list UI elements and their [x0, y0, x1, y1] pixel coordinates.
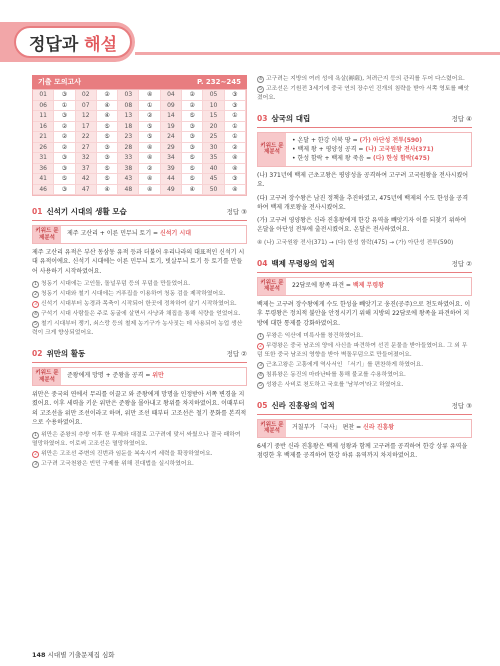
option-item — [32, 310, 247, 319]
question-title-text: 신석기 시대의 생활 모습 — [46, 207, 127, 216]
keyword-label: 키워드 문제분석 — [258, 133, 286, 166]
option-mark: 2 — [32, 451, 39, 458]
keyword-text: 준왕에게 망명 + 준왕을 공격 = — [67, 371, 153, 379]
option-text: 위만은 준왕의 추방 이후 한 무제와 대결로 고구려에 맞서 싸웠으나 결국 패하여 멸망하였어요. 이로써 고조선은 멸망하였어요. — [32, 432, 241, 448]
keyword-text: • 온달 + 한강 이북 땅 = — [292, 136, 360, 144]
question-01-title — [32, 206, 247, 221]
explanation-paragraph: (가) 고구려 영양왕은 신라 진흥왕에게 한강 유역을 빼앗기자 이를 되찾기 위하여 온달을 아단성 전투에 출전시켰어요. 온달은 전사하였어요. — [257, 217, 467, 234]
answer-question-number: 10 — [203, 101, 224, 112]
question-04-title — [257, 258, 472, 273]
keyword-box — [257, 277, 472, 296]
page-footer — [32, 650, 115, 659]
answer-question-number: 35 — [203, 153, 224, 164]
answer-question-number: 13 — [118, 111, 139, 122]
option-item — [32, 450, 247, 459]
option-mark: 3 — [32, 301, 39, 308]
answer-question-number: 02 — [76, 90, 97, 101]
answer-choice: ④ — [225, 164, 246, 175]
answer-question-number: 33 — [118, 153, 139, 164]
question-02-title — [32, 348, 247, 363]
keyword-text: 거칠부가 「국사」 편찬 = — [292, 423, 364, 431]
answer-choice: ④ — [97, 111, 118, 122]
question-02 — [32, 348, 247, 469]
book-title: 시대별 기출문제집 심화 — [47, 651, 115, 659]
answer-choice: ④ — [225, 185, 246, 196]
correct-answer-note: ④ (나) 고국원왕 전사(371) → (다) 한성 함락(475) → (가) 아단성 전투(590) — [257, 239, 454, 246]
keyword-box — [257, 132, 472, 167]
answer-choice: ⑤ — [97, 122, 118, 133]
question-number: 03 — [257, 113, 268, 123]
keyword-text: • 백제 왕 + 평양성 공격 = — [292, 145, 366, 153]
option-text: 고구려 고국천왕은 빈민 구제를 위해 진대법을 실시하였어요. — [41, 461, 194, 468]
answer-choice: ② — [182, 90, 203, 101]
option-text: 철기 시대부터 쟁기, 쇠스랑 등의 철제 농기구가 농사짓는 데 사용되어 농업 생산력이 크게 향상되었어요. — [32, 321, 243, 336]
keyword-highlight: (가) 아단성 전투(590) — [359, 136, 422, 144]
option-mark: 4 — [257, 76, 264, 83]
answer-question-number: 22 — [76, 132, 97, 143]
header-tab — [0, 22, 135, 62]
keyword-line — [292, 136, 465, 145]
answer-choice: ⑤ — [139, 122, 160, 133]
answer-question-number: 21 — [33, 132, 54, 143]
keyword-highlight: 신라 진흥왕 — [363, 423, 395, 431]
answer-question-number: 09 — [161, 101, 182, 112]
answer-question-number: 24 — [161, 132, 182, 143]
answer-choice: ④ — [139, 185, 160, 196]
option-item — [257, 361, 472, 370]
header-title — [29, 30, 117, 55]
answer-question-number: 50 — [203, 185, 224, 196]
question-answer: 정답 ③ — [226, 208, 247, 216]
answer-choice: ② — [54, 132, 75, 143]
keyword-box — [32, 225, 247, 244]
explanation-paragraph: 위만은 중국의 연에서 무리를 이끌고 와 준왕에게 망명을 인정받아 서쪽 변경을 지켰어요. 이후 세력을 키운 위만은 준왕을 몰아내고 왕위를 차지하였어요. 이때부터의 고조선을 위만 조선이라고 하며, 위만 조선 때부터 고조선은 철기 문화를 본격적으로 수용하였어요. — [32, 391, 247, 427]
answer-choice: ④ — [225, 153, 246, 164]
option-mark: 5 — [32, 321, 39, 328]
answer-choice: ② — [139, 111, 160, 122]
option-text: 고구려는 지방의 여러 성에 욕살(褥薩), 처려근지 등의 관리를 두어 다스렸어요. — [266, 76, 465, 82]
question-title-text: 신라 진흥왕의 업적 — [271, 400, 335, 410]
answer-question-number: 32 — [76, 153, 97, 164]
answer-question-number: 43 — [118, 174, 139, 185]
keyword-content — [61, 368, 246, 385]
explanation-paragraph: (나) 371년에 백제 근초고왕은 평양성을 공격하여 고구려 고국원왕을 전사시켰어요. — [257, 171, 469, 189]
answer-question-number: 25 — [203, 132, 224, 143]
answer-table — [32, 75, 247, 196]
keyword-highlight: (다) 한성 함락(475) — [373, 154, 430, 162]
keyword-text: • 한성 함락 + 백제 왕 죽음 = — [292, 154, 374, 162]
answer-choice: ③ — [97, 153, 118, 164]
answer-question-number: 47 — [76, 185, 97, 196]
answer-choice: ⑤ — [182, 111, 203, 122]
answer-question-number: 14 — [161, 111, 182, 122]
answer-grid — [32, 89, 247, 196]
answer-choice: ⑤ — [97, 164, 118, 175]
answer-question-number: 27 — [76, 143, 97, 154]
question-04 — [257, 258, 472, 390]
answer-question-number: 07 — [76, 101, 97, 112]
option-text: 무령왕은 중국 남조의 양에 사신을 파견하여 선진 문물을 받아들였어요. 그 외 무덤 또한 중국 남조의 영향을 받아 벽돌무덤으로 만들어졌어요. — [257, 342, 468, 358]
answer-choice: ② — [54, 122, 75, 133]
question-number: 05 — [257, 400, 268, 410]
answer-note — [257, 239, 472, 248]
option-mark: 5 — [257, 382, 264, 389]
answer-question-number: 37 — [76, 164, 97, 175]
answer-question-number: 49 — [161, 185, 182, 196]
option-text: 위만은 고조선 주변의 진번과 임둔을 복속시켜 세력을 확장하였어요. — [41, 451, 213, 458]
answer-choice: ④ — [139, 153, 160, 164]
answer-choice: ③ — [54, 164, 75, 175]
answer-row — [33, 111, 246, 122]
option-mark: 1 — [32, 281, 39, 288]
keyword-label: 키워드 문제분석 — [258, 420, 286, 437]
answer-table-title: 기출 모의고사 — [38, 78, 82, 86]
header-title-accent: 해설 — [84, 34, 118, 55]
option-mark: 4 — [32, 311, 39, 318]
option-item — [32, 290, 247, 299]
header-bar — [0, 22, 500, 62]
option-mark: 4 — [257, 372, 264, 379]
answer-row — [33, 132, 246, 143]
answer-question-number: 05 — [203, 90, 224, 101]
keyword-highlight: 신석기 시대 — [159, 230, 192, 237]
answer-question-number: 42 — [76, 174, 97, 185]
answer-choice: ④ — [182, 185, 203, 196]
answer-question-number: 46 — [33, 185, 54, 196]
question-answer: 정답 ④ — [451, 114, 472, 123]
answer-question-number: 39 — [161, 164, 182, 175]
option-item — [32, 460, 247, 469]
answer-choice: ② — [225, 143, 246, 154]
answer-choice: ③ — [54, 185, 75, 196]
question-answer: 정답 ② — [226, 349, 247, 358]
question-title-text: 위만의 활동 — [46, 348, 86, 358]
answer-choice: ② — [54, 143, 75, 154]
answer-row — [33, 164, 246, 175]
explanation-paragraph: 백제는 고구려 장수왕에게 수도 한성을 빼앗기고 웅진(공주)으로 천도하였어요. 이후 무령왕은 정치적 불안을 안정시키기 위해 지방의 22담로에 왕족을 파견하여 지방에 대한 통제를 강화하였어요. — [257, 300, 471, 327]
answer-question-number: 48 — [118, 185, 139, 196]
answer-row — [33, 90, 246, 101]
keyword-highlight: (나) 고국원왕 전사(371) — [365, 145, 434, 153]
left-column — [32, 75, 247, 470]
answer-choice: ④ — [97, 185, 118, 196]
answer-choice: ② — [139, 164, 160, 175]
right-column — [257, 75, 472, 460]
answer-question-number: 17 — [76, 122, 97, 133]
question-number: 04 — [257, 258, 268, 268]
header-title-box — [14, 26, 132, 58]
answer-question-number: 06 — [33, 101, 54, 112]
keyword-content — [286, 420, 471, 437]
option-item — [257, 371, 472, 380]
answer-question-number: 15 — [203, 111, 224, 122]
answer-choice: ① — [54, 101, 75, 112]
answer-choice: ① — [225, 122, 246, 133]
answer-choice: ② — [182, 101, 203, 112]
option-text: 성왕은 사비로 천도하고 국호를 '남부여'라고 하였어요. — [266, 381, 404, 388]
answer-question-number: 44 — [161, 174, 182, 185]
answer-question-number: 28 — [118, 143, 139, 154]
options-list — [32, 431, 247, 469]
answer-question-number: 34 — [161, 153, 182, 164]
keyword-content — [286, 133, 471, 166]
option-mark: 3 — [257, 362, 264, 369]
answer-choice: ② — [97, 90, 118, 101]
keyword-label: 키워드 문제분석 — [258, 278, 286, 295]
answer-table-pages: P. 232~245 — [196, 78, 241, 86]
option-text: 고조선은 기원전 3세기에 중국 연의 장수인 진개의 침략을 받아 서쪽 영토를 빼앗겼어요. — [257, 85, 470, 101]
option-text: 무왕은 익산에 미륵사를 창건하였어요. — [266, 332, 363, 339]
answer-choice: ③ — [54, 111, 75, 122]
answer-question-number: 20 — [203, 122, 224, 133]
option-item — [32, 300, 247, 309]
header-title-plain: 정답과 — [28, 34, 85, 55]
option-text: 청동기 시대와 철기 시대에는 거푸집을 이용하여 청동 검을 제작하였어요. — [41, 291, 226, 298]
answer-question-number: 29 — [161, 143, 182, 154]
keyword-content — [61, 226, 246, 243]
answer-question-number: 26 — [33, 143, 54, 154]
answer-question-number: 04 — [161, 90, 182, 101]
answer-question-number: 11 — [33, 111, 54, 122]
options-list — [257, 332, 472, 390]
answer-choice: ① — [225, 111, 246, 122]
keyword-text: 제주 고산리 + 이른 민무늬 토기 = — [67, 230, 160, 237]
keyword-line — [292, 154, 465, 163]
question-01 — [32, 206, 247, 338]
option-item — [32, 431, 247, 449]
answer-question-number: 36 — [33, 164, 54, 175]
answer-question-number: 16 — [33, 122, 54, 133]
keyword-label: 키워드 문제분석 — [33, 368, 61, 385]
option-item — [32, 320, 247, 338]
option-mark: 1 — [257, 333, 264, 340]
answer-choice: ⑤ — [139, 132, 160, 143]
keyword-box — [32, 367, 247, 386]
answer-question-number: 19 — [161, 122, 182, 133]
keyword-highlight: 백제 무령왕 — [352, 281, 384, 289]
option-item — [257, 342, 472, 360]
option-text: 청동기 시대에는 고인돌, 돌널무덤 등의 무덤을 만들었어요. — [41, 281, 191, 288]
question-03-title — [257, 113, 472, 128]
answer-choice: ③ — [54, 153, 75, 164]
answer-question-number: 31 — [33, 153, 54, 164]
option-mark: 5 — [257, 86, 264, 93]
answer-question-number: 45 — [203, 174, 224, 185]
explanation-paragraph: (다) 고구려 장수왕은 남진 정책을 추진하였고, 475년에 백제의 수도 한성을 공격하여 백제 개로왕을 전사시켰어요. — [257, 194, 468, 211]
option-text: 침류왕은 동진의 마라난타를 통해 불교를 수용하였어요. — [266, 371, 406, 378]
question-05-title — [257, 400, 472, 415]
option-text: 구석기 시대 사람들은 주로 동굴에 살면서 사냥과 채집을 통해 식량을 얻었어요. — [41, 311, 241, 318]
answer-question-number: 38 — [118, 164, 139, 175]
question-number: 02 — [32, 348, 43, 358]
question-title-text: 백제 무령왕의 업적 — [271, 258, 335, 268]
answer-question-number: 08 — [118, 101, 139, 112]
question-title-text: 삼국의 대립 — [271, 113, 311, 123]
option-item — [32, 280, 247, 289]
answer-choice: ③ — [225, 101, 246, 112]
answer-choice: ③ — [97, 143, 118, 154]
keyword-highlight: 위만 — [152, 371, 164, 379]
answer-choice: ④ — [97, 101, 118, 112]
answer-choice: ③ — [225, 174, 246, 185]
answer-choice: ④ — [139, 90, 160, 101]
keyword-text: 22담로에 왕족 파견 = — [292, 281, 353, 289]
answer-choice: ① — [139, 101, 160, 112]
answer-question-number: 01 — [33, 90, 54, 101]
option-item — [257, 85, 472, 103]
answer-choice: ⑤ — [182, 164, 203, 175]
answer-choice: ⑤ — [54, 174, 75, 185]
question-answer: 정답 ② — [451, 259, 472, 268]
option-mark: 1 — [32, 432, 39, 439]
explanation-paragraphs — [257, 171, 472, 235]
answer-row — [33, 153, 246, 164]
option-mark: 2 — [257, 343, 264, 350]
answer-choice: ③ — [54, 90, 75, 101]
option-text: 근초고왕은 고흥에게 역사서인 「서기」를 편찬하게 하였어요. — [266, 361, 424, 368]
question-05 — [257, 400, 472, 461]
answer-choice: ⑤ — [182, 174, 203, 185]
keyword-content — [286, 278, 471, 295]
answer-question-number: 41 — [33, 174, 54, 185]
question-number: 01 — [32, 207, 43, 216]
answer-question-number: 40 — [203, 164, 224, 175]
keyword-line — [292, 145, 465, 154]
answer-question-number: 12 — [76, 111, 97, 122]
page-number: 148 — [32, 651, 46, 659]
option-mark: 2 — [32, 291, 39, 298]
answer-question-number: 23 — [118, 132, 139, 143]
header-line — [135, 52, 500, 55]
answer-choice: ③ — [182, 132, 203, 143]
options-list — [32, 280, 247, 338]
answer-question-number: 03 — [118, 90, 139, 101]
option-item — [257, 75, 472, 84]
explanation-paragraph: 6세기 중반 신라 진흥왕은 백제 성왕과 함께 고구려를 공격하여 한강 상류 유역을 점령한 후 백제를 공격하여 한강 하류 유역까지 차지하였어요. — [257, 442, 468, 460]
option-text: 신석기 시대부터 농경과 목축이 시작되어 한곳에 정착하여 살기 시작하였어요. — [41, 301, 237, 308]
answer-choice: ③ — [225, 90, 246, 101]
answer-choice: ④ — [139, 143, 160, 154]
question-03 — [257, 113, 472, 248]
answer-row — [33, 185, 246, 196]
keyword-label: 키워드 문제분석 — [33, 226, 61, 243]
answer-row — [33, 101, 246, 112]
answer-question-number: 30 — [203, 143, 224, 154]
answer-choice: ⑤ — [97, 174, 118, 185]
options-list-continued — [257, 75, 472, 103]
answer-question-number: 18 — [118, 122, 139, 133]
answer-choice: ⑤ — [97, 132, 118, 143]
answer-choice: ③ — [182, 143, 203, 154]
option-item — [257, 332, 472, 341]
answer-choice: ④ — [139, 174, 160, 185]
keyword-box — [257, 419, 472, 438]
option-item — [257, 381, 472, 390]
answer-row — [33, 174, 246, 185]
answer-row — [33, 143, 246, 154]
answer-choice: ⑤ — [182, 153, 203, 164]
answer-choice: ③ — [182, 122, 203, 133]
option-mark: 3 — [32, 461, 39, 468]
explanation-paragraph: 제주 고산리 유적은 부산 동삼동 유적 등과 더불어 우리나라의 대표적인 신석기 시대 유적이에요. 신석기 시대에는 이른 민무늬 토기, 빗살무늬 토기 등 토기를 만들어 사용하기 시작하였어요. — [32, 249, 245, 275]
answer-choice: ① — [225, 132, 246, 143]
answer-table-header — [32, 75, 247, 89]
answer-row — [33, 122, 246, 133]
question-answer: 정답 ③ — [451, 401, 472, 410]
